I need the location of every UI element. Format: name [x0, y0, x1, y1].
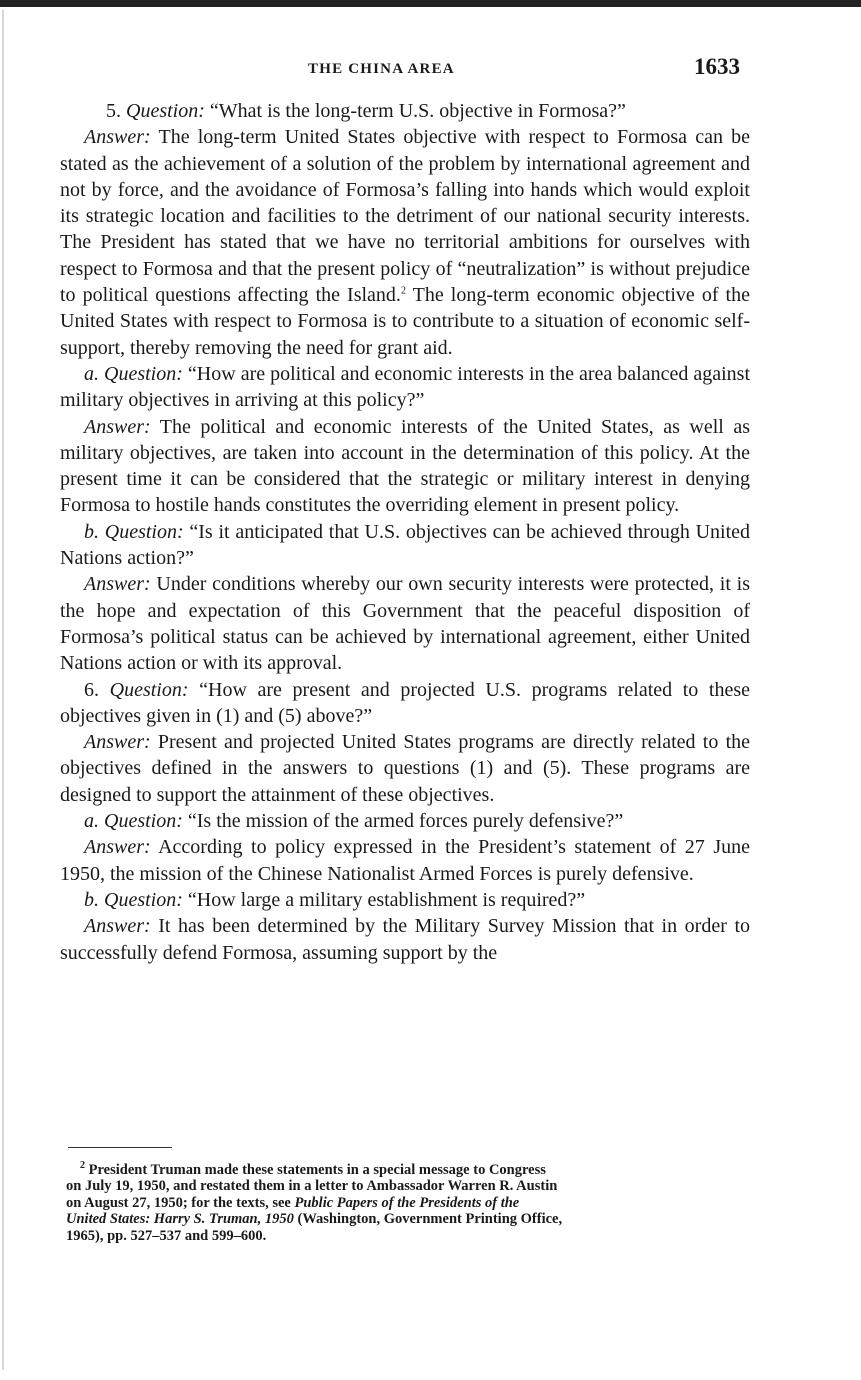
question-label: Question: [126, 100, 205, 122]
answer-text: It has been determined by the Military Survey Mission that in order to successfully defend Formosa, assuming support by the [60, 915, 750, 964]
answer-text: According to policy expressed in the President’s statement of 27 June 1950, the mission of the Chinese Nationalist Armed Forces is purely defensive. [60, 836, 750, 885]
question-label: Question: [109, 678, 189, 701]
question-text: “What is the long-term U.S. objective in Formosa?” [204, 100, 626, 122]
answer-5a [60, 414, 750, 519]
footnote-reference: 2 [400, 285, 406, 297]
page-number: 1633 [694, 54, 740, 79]
answer-label: Answer: [84, 573, 151, 596]
answer-label: Answer: [84, 915, 151, 938]
answer-text-continued: The long-term economic objective of the United States with respect to Formosa is to contribute to a situation of economic self-support, thereby removing the need for grant aid. [60, 284, 750, 359]
body-text [60, 98, 750, 966]
top-border [0, 0, 861, 7]
footnote-line: 1965), pp. 527–537 and 599–600. [66, 1227, 267, 1244]
answer-6a [60, 834, 750, 887]
question-text: “How are present and projected U.S. programs related to these objectives given in (1) and (5) above?” [60, 678, 751, 727]
item-letter: a. [84, 810, 104, 833]
footnote-line [66, 1195, 748, 1211]
answer-6b [60, 913, 750, 966]
question-5a [60, 361, 750, 414]
answer-label: Answer: [84, 731, 151, 754]
footnote-line [66, 1162, 748, 1178]
page-header [60, 52, 740, 92]
question-text: “Is it anticipated that U.S. objectives can be achieved through United Nations action?” [60, 520, 751, 570]
answer-label: Answer: [84, 415, 151, 438]
page-edge [2, 10, 4, 1370]
answer-text: The long-term United States objective with respect to Formosa can be stated as the achievement of a solution of the problem by international agreement and not by force, and the avoidance of Formosa’s falling into hands which would exploit its strategic location and facilities to the detriment of our national security interests. The President has stated that we have no territorial ambitions for ourselves with respect to Formosa and that the present policy of “neutralization” is without prejudice to political questions affecting the Island. [60, 126, 750, 307]
answer-5b [60, 571, 750, 676]
footnote-text: (Washington, Government Printing Office, [293, 1211, 563, 1228]
item-number: 5. [106, 100, 126, 122]
question-6a [60, 808, 750, 834]
question-text: “Is the mission of the armed forces purely defensive?” [182, 810, 624, 833]
answer-text: The political and economic interests of the United States, as well as military objectives, are taken into account in the determination of this policy. At the present time it can be considered that the strategic or military interest in denying Formosa to hostile hands constitutes the overriding element in present policy. [60, 415, 750, 517]
answer-label: Answer: [84, 836, 151, 859]
question-5 [60, 98, 750, 124]
item-letter: b. [84, 520, 105, 543]
answer-text: Under conditions whereby our own security interests were protected, it is the hope and expectation of this Government that the peaceful disposition of Formosa’s political status can be achieved by international agreement, either United Nations action or with its approval. [60, 573, 750, 675]
footnote-text: President Truman made these statements in a special message to Congress [85, 1162, 546, 1178]
question-5b [60, 519, 750, 572]
question-6b [60, 887, 750, 913]
footnote [66, 1162, 748, 1244]
footnote-text: on August 27, 1950; for the texts, see [66, 1194, 295, 1211]
item-letter: b. [84, 888, 104, 911]
publication-title: Public Papers of the Presidents of the [294, 1194, 520, 1211]
footnote-line [66, 1211, 748, 1227]
footnote-marker: 2 [80, 1160, 85, 1172]
publication-title: United States: Harry S. Truman, 1950 [66, 1211, 294, 1228]
footnote-line: on July 19, 1950, and restated them in a letter to Ambassador Warren R. Austin [66, 1178, 558, 1195]
question-label: Question: [104, 810, 183, 833]
answer-5 [60, 124, 750, 361]
question-6 [60, 677, 750, 730]
question-text: “How are political and economic interests in the area balanced against military objectives in arriving at this policy?” [60, 362, 751, 412]
question-label: Question: [104, 520, 184, 543]
answer-label: Answer: [84, 126, 151, 149]
answer-6 [60, 729, 750, 808]
item-number: 6. [84, 678, 110, 701]
question-label: Question: [104, 888, 183, 911]
question-text: “How large a military establishment is required?” [182, 888, 586, 911]
footnote-divider [68, 1147, 172, 1148]
answer-text: Present and projected United States programs are directly related to the objectives defined in the answers to questions (1) and (5). These programs are designed to support the attainment of these objectives. [60, 731, 750, 806]
item-letter: a. [84, 362, 105, 385]
running-head: THE CHINA AREA [308, 61, 455, 77]
question-label: Question: [104, 362, 183, 385]
